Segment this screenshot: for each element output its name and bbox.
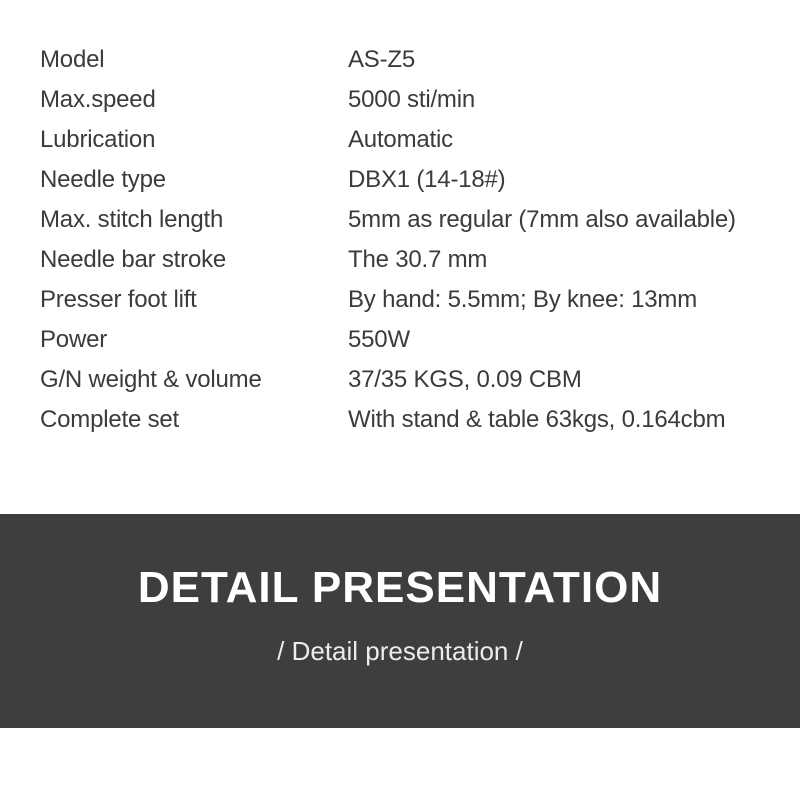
spec-row xyxy=(40,80,784,120)
spec-row xyxy=(40,360,784,400)
spec-label: Needle bar stroke xyxy=(40,246,227,273)
spec-label: Max.speed xyxy=(40,86,156,113)
banner-title: DETAIL PRESENTATION xyxy=(137,563,663,612)
spec-value: 37/35 KGS, 0.09 CBM xyxy=(348,366,582,393)
spec-row xyxy=(40,240,784,280)
spec-value: AS-Z5 xyxy=(348,46,416,73)
spec-value: 5mm as regular (7mm also available) xyxy=(348,206,736,233)
banner-subtitle: / Detail presentation / xyxy=(277,636,523,666)
spec-value: The 30.7 mm xyxy=(348,246,488,273)
spec-value: 5000 sti/min xyxy=(348,86,475,113)
spec-row xyxy=(40,400,784,440)
spec-label: Complete set xyxy=(40,406,179,433)
spec-label: Needle type xyxy=(40,166,166,193)
spec-value: With stand & table 63kgs, 0.164cbm xyxy=(348,406,726,433)
spec-label: Max. stitch length xyxy=(40,206,224,233)
spec-label: Presser foot lift xyxy=(40,286,197,313)
spec-value: 550W xyxy=(348,326,410,353)
spec-value: Automatic xyxy=(348,126,453,153)
spec-table xyxy=(40,40,784,440)
spec-label: Model xyxy=(40,46,105,73)
detail-presentation-banner xyxy=(0,514,800,728)
spec-row xyxy=(40,160,784,200)
spec-row xyxy=(40,280,784,320)
spec-label: Lubrication xyxy=(40,126,156,153)
spec-label: Power xyxy=(40,326,108,353)
spec-row xyxy=(40,320,784,360)
spec-row xyxy=(40,200,784,240)
spec-value: By hand: 5.5mm; By knee: 13mm xyxy=(348,286,698,313)
spec-row xyxy=(40,120,784,160)
spec-row xyxy=(40,40,784,80)
spec-value: DBX1 (14-18#) xyxy=(348,166,506,193)
spec-label: G/N weight & volume xyxy=(40,366,262,393)
